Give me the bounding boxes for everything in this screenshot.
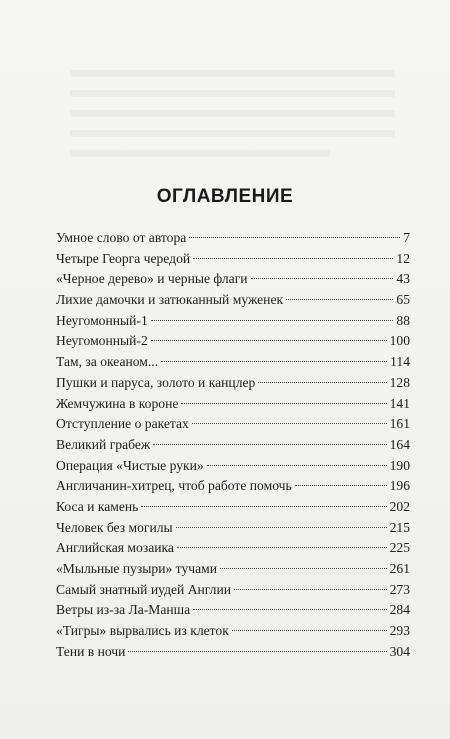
toc-entry-title: «Мыльные пузыри» тучами [56,561,217,576]
toc-entry-page: 261 [389,561,410,576]
toc-entry-page: 304 [389,643,410,659]
toc-entry [56,331,410,352]
toc-leader-dots [161,361,387,362]
toc-leader-dots [151,320,394,321]
toc-entry-page: 88 [396,312,410,328]
toc-leader-dots [220,568,387,569]
toc-entry [56,559,410,580]
toc-leader-dots [192,423,387,424]
toc-entry-page: 225 [389,540,410,556]
toc-entry-page: 128 [389,374,410,390]
toc-leader-dots [193,258,393,259]
bleed-through-line [70,110,395,117]
toc-entry-page: 273 [389,581,410,597]
toc-entry-title: Великий грабеж [56,436,151,452]
toc-entry-title: Коса и камень [56,498,139,514]
toc-entry-page: 215 [389,519,410,535]
bleed-through-line [70,70,395,77]
toc-entry-page: 114 [390,354,410,370]
toc-entry-page: 293 [389,623,410,639]
toc-entry [56,456,410,477]
bleed-through-line [70,150,330,157]
toc-entry [56,249,410,270]
toc-entry [56,476,410,497]
toc-leader-dots [232,630,387,631]
toc-entry-title: Лихие дамочки и затюканный муженек [56,292,284,308]
toc-entry [56,497,410,518]
toc-entry-title: Четыре Георга чередой [56,250,191,266]
toc-entry [56,290,410,311]
toc-leader-dots [286,299,393,300]
toc-entry-title: Неугомонный-1 [56,312,148,328]
table-of-contents [56,228,410,662]
toc-entry-title: «Тигры» вырвались из клеток [56,623,229,639]
toc-entry [56,435,410,456]
toc-entry-page: 202 [389,498,410,514]
toc-entry-page: 196 [389,478,410,494]
toc-entry-page: 164 [389,436,410,452]
toc-leader-dots [141,506,386,507]
toc-leader-dots [251,278,394,279]
toc-entry-title: Тени в ночи [56,643,126,659]
toc-entry [56,269,410,290]
toc-entry-page: 43 [396,271,410,287]
toc-leader-dots [128,651,386,652]
toc-entry [56,373,410,394]
toc-entry [56,228,410,249]
toc-entry-title: Там, за океаном... [56,354,159,370]
toc-entry-page: 12 [396,250,410,266]
toc-entry-title: Умное слово от автора [56,230,187,245]
toc-entry-page: 161 [389,416,410,432]
toc-entry [56,642,410,663]
toc-leader-dots [189,237,400,238]
toc-leader-dots [234,589,387,590]
toc-entry [56,311,410,332]
toc-entry [56,621,410,642]
toc-entry-title: Английская мозаика [56,540,174,556]
toc-entry-title: Самый знатный иудей Англии [56,581,232,597]
toc-entry [56,600,410,621]
toc-title: ОГЛАВЛЕНИЕ [156,186,294,207]
toc-leader-dots [181,403,386,404]
toc-entry-page: 100 [389,333,410,349]
toc-leader-dots [193,609,386,610]
toc-entry-page: 284 [389,602,410,618]
toc-entry-title: Операция «Чистые руки» [56,457,204,473]
toc-entry-title: Ветры из-за Ла-Манша [56,602,191,618]
toc-entry [56,518,410,539]
toc-entry-page: 141 [389,395,410,411]
toc-entry [56,394,410,415]
toc-entry-title: «Черное дерево» и черные флаги [56,271,248,287]
toc-leader-dots [151,340,387,341]
toc-leader-dots [176,527,387,528]
toc-entry [56,580,410,601]
bleed-through-line [70,90,395,97]
toc-entry-title: Пушки и паруса, золото и канцлер [56,374,256,390]
toc-entry [56,538,410,559]
bleed-through-line [70,130,395,137]
toc-entry-title: Человек без могилы [56,519,173,535]
toc-leader-dots [153,444,386,445]
toc-entry-page: 190 [389,457,410,473]
toc-entry [56,414,410,435]
toc-entry-title: Жемчужина в короне [56,395,179,411]
toc-entry-title: Неугомонный-2 [56,333,148,349]
toc-leader-dots [177,547,387,548]
toc-entry-page: 7 [403,230,410,245]
toc-entry-title: Англичанин-хитрец, чтоб работе помочь [56,478,292,494]
toc-entry-page: 65 [396,292,410,308]
toc-entry [56,352,410,373]
toc-entry-title: Отступление о ракетах [56,416,189,432]
toc-leader-dots [258,382,386,383]
toc-leader-dots [295,485,387,486]
toc-leader-dots [207,465,387,466]
